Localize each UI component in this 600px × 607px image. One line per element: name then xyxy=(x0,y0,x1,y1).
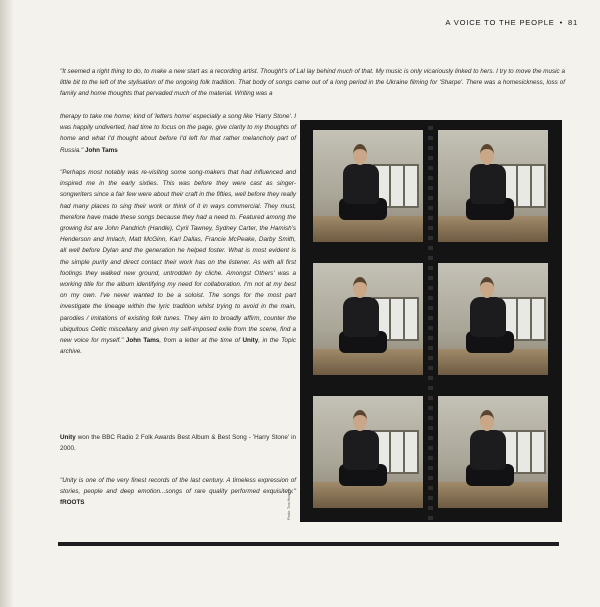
award-paragraph xyxy=(60,432,296,454)
film-sprocket-hole xyxy=(428,516,433,520)
photo-frame xyxy=(313,263,423,375)
figure-body xyxy=(343,430,379,470)
figure-head xyxy=(353,410,367,431)
review-text: "Unity is one of the very finest records of the last century. A timeless expression of stories, people and deep emotion...songs of rare quality performed exquisitely." xyxy=(60,477,296,496)
intro-attribution: John Tams xyxy=(84,146,118,154)
film-sprocket-hole xyxy=(428,206,433,210)
header-bullet: • xyxy=(559,18,564,27)
film-sprocket-hole xyxy=(428,266,433,270)
film-sprocket-hole xyxy=(428,166,433,170)
film-sprocket-hole xyxy=(428,486,433,490)
review-source: fROOTS xyxy=(60,499,85,507)
film-sprocket-hole xyxy=(428,416,433,420)
photo-credit: Photo: Tom Howard xyxy=(287,489,291,520)
film-sprocket-hole xyxy=(428,246,433,250)
figure-head xyxy=(353,277,367,298)
header-title: A VOICE TO THE PEOPLE xyxy=(445,18,555,27)
second-tail-1: , from a letter at the time of xyxy=(159,337,240,345)
film-sprocket-hole xyxy=(428,496,433,500)
film-sprocket-hole xyxy=(428,386,433,390)
review-quote xyxy=(60,475,296,509)
film-sprocket-hole xyxy=(428,376,433,380)
film-sprocket-hole xyxy=(428,296,433,300)
film-sprocket-hole xyxy=(428,476,433,480)
film-sprocket-hole xyxy=(428,146,433,150)
second-unity-title: Unity xyxy=(242,337,259,345)
film-sprocket-hole xyxy=(428,126,433,130)
film-sprocket-hole xyxy=(428,216,433,220)
photo-frame xyxy=(438,263,548,375)
contact-sheet-photo xyxy=(300,120,562,522)
film-sprocket-hole xyxy=(428,406,433,410)
film-sprocket-hole xyxy=(428,176,433,180)
film-sprocket-hole xyxy=(428,256,433,260)
figure-body xyxy=(470,430,506,470)
film-sprocket-hole xyxy=(428,366,433,370)
figure-head xyxy=(480,410,494,431)
film-sprocket-hole xyxy=(428,456,433,460)
film-sprocket-hole xyxy=(428,156,433,160)
film-sprocket-hole xyxy=(428,396,433,400)
film-sprocket-hole xyxy=(428,196,433,200)
award-unity-title: Unity xyxy=(60,434,76,441)
photo-frame xyxy=(313,130,423,242)
second-tail-2: , in the Topic archive. xyxy=(60,337,297,356)
figure-head xyxy=(480,144,494,165)
award-text: won the BBC Radio 2 Folk Awards Best Album & Best Song - 'Harry Stone' in 2000. xyxy=(60,434,296,453)
intro-paragraph-continued xyxy=(60,111,296,156)
film-sprocket-hole xyxy=(428,316,433,320)
figure-body xyxy=(470,164,506,204)
intro-continued-text: therapy to take me home; kind of 'letters home' especially a song like 'Harry Stone'. I was happily undiverted, had time to focus on the page, give clarity to my thoughts of home and what I'd thought about before I'd left for that rather melancholy part of Russia." xyxy=(60,113,296,154)
page-gutter-shadow xyxy=(0,0,14,607)
second-paragraph xyxy=(60,167,296,357)
film-sprocket-hole xyxy=(428,506,433,510)
figure-body xyxy=(470,297,506,337)
running-header xyxy=(445,18,578,27)
film-sprocket-hole xyxy=(428,286,433,290)
second-paragraph-text: "Perhaps most notably was re-visiting some song-makers that had influenced and inspired me in the early sixties. This was before they were cast as singer-songwriters since a fair few were about their craft in the fifties, well before they really had many places to sing their work or think of it in ways commercial. They must, therefore have made these songs because they had a need to. Featured among the growing list are John Pandrich (Handle), Cyril Tawney, Sydney Carter, the Hamish's Henderson and Imlach, Matt McGinn, Karl Dallas, Francie McPeake, Darby Smith, all well before Dylan and the generation he helped foster. What is most evident is the simple purity and direct contact their work has on the listener. As with all first footings they walked new ground, untrodden by cliche. Amongst Others' was a working title for the album identifying my need for collaboration. I'm not at my best on my own. I've never wanted to be a soloist. The songs for the most part investigate the lineage within the lyric tradition whilst trying to avoid in the main, parodies / imitations of existing folk tunes. They aim to broadly affirm, counter the ubiquitous Celtic miscellany and given my self-imposed exile from the scene, find a new voice for myself." xyxy=(60,169,296,345)
film-sprocket-hole xyxy=(428,306,433,310)
bottom-rule xyxy=(58,542,559,546)
second-attribution: John Tams xyxy=(125,337,160,345)
intro-paragraph: "It seemed a right thing to do, to make a new start as a recording artist. Thought's of Lal lay behind much of that. My music is only vicariously linked to hers. I try to move the music a little bit to the left of the stylisation of the ongoing folk tradition. That body of songs came out of a long period in the Ukraine filming for 'Sharpe'. There was a homesickness, loss of family and home thoughts that pervaded much of the material. Writing was a xyxy=(60,68,565,98)
photo-frame xyxy=(313,396,423,508)
film-sprocket-hole xyxy=(428,186,433,190)
film-sprocket-hole xyxy=(428,436,433,440)
figure-head xyxy=(353,144,367,165)
film-sprocket-hole xyxy=(428,236,433,240)
film-sprocket-hole xyxy=(428,226,433,230)
film-sprocket-hole xyxy=(428,346,433,350)
photo-frame xyxy=(438,130,548,242)
figure-head xyxy=(480,277,494,298)
film-sprocket-hole xyxy=(428,326,433,330)
film-sprocket-hole xyxy=(428,336,433,340)
film-sprocket-hole xyxy=(428,276,433,280)
page-number: 81 xyxy=(567,18,578,27)
film-sprocket-hole xyxy=(428,426,433,430)
figure-body xyxy=(343,164,379,204)
film-sprocket-hole xyxy=(428,136,433,140)
film-sprocket-hole xyxy=(428,356,433,360)
figure-body xyxy=(343,297,379,337)
film-sprocket-hole xyxy=(428,446,433,450)
photo-frame xyxy=(438,396,548,508)
film-sprocket-hole xyxy=(428,466,433,470)
